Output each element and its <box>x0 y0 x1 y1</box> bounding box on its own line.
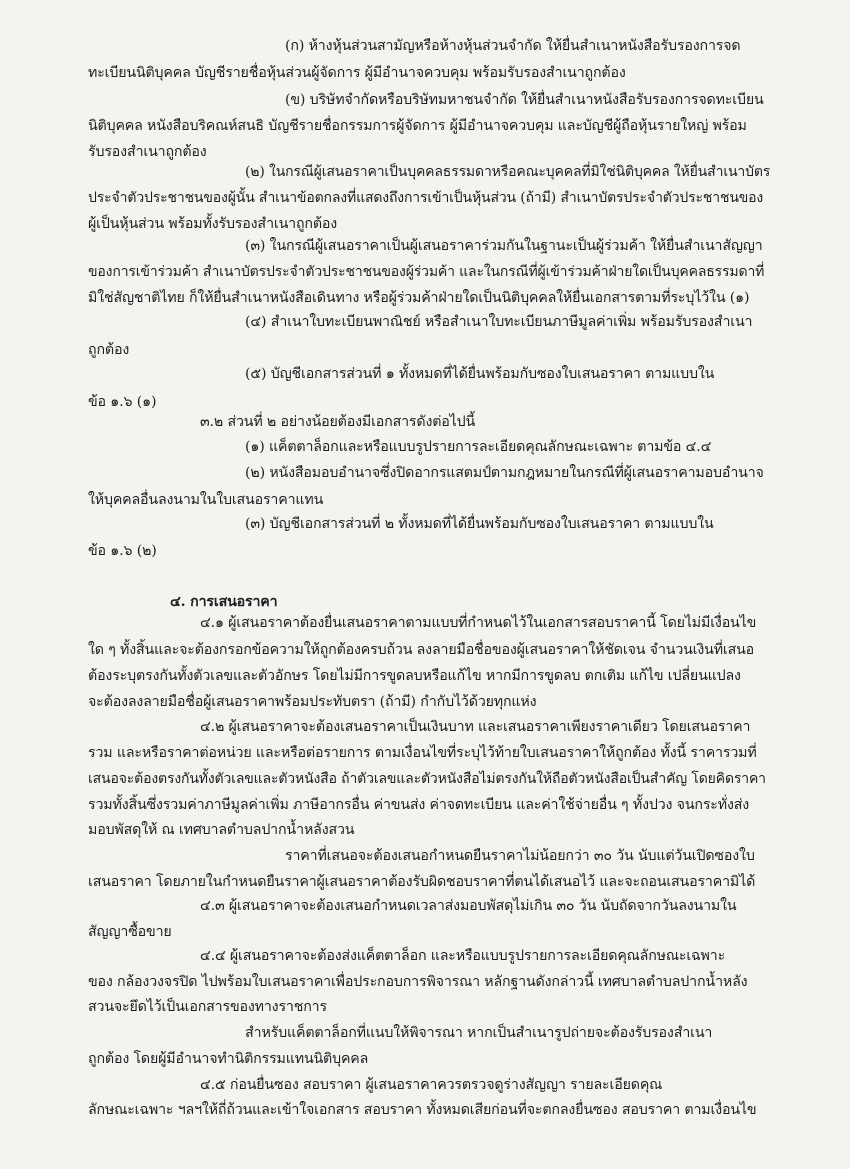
item-2-line-3: ผู้เป็นหุ้นส่วน พร้อมทั้งรับรองสำเนาถูกต้อง <box>88 216 338 232</box>
part-2-item-1: (๑) แค็ตตาล็อกและหรือแบบรูปรายการละเอียดคุณลักษณะเฉพาะ ตามข้อ ๔.๔ <box>245 439 712 455</box>
para-4-5-line-1: ๔.๕ ก่อนยื่นซอง สอบราคา ผู้เสนอราคาควรตรวจดูร่างสัญญา รายละเอียดคุณ <box>200 1077 663 1093</box>
part-2-item-3-line-1: (๓) บัญชีเอกสารส่วนที่ ๒ ทั้งหมดที่ได้ยื่นพร้อมกับซองใบเสนอราคา ตามแบบใน <box>245 516 714 532</box>
para-4-2-line-5: มอบพัสดุให้ ณ เทศบาลตำบลปากน้ำหลังสวน <box>88 822 355 838</box>
part-2-heading: ๓.๒ ส่วนที่ ๒ อย่างน้อยต้องมีเอกสารดังต่อไปนี้ <box>200 414 476 430</box>
para-4-2-line-7: เสนอราคา โดยภายในกำหนดยืนราคาผู้เสนอราคาต้องรับผิดชอบราคาที่ตนได้เสนอไว้ และจะถอนเสนอราคามิได้ <box>88 874 756 890</box>
item-5-line-1: (๕) บัญชีเอกสารส่วนที่ ๑ ทั้งหมดที่ได้ยื่นพร้อมกับซองใบเสนอราคา ตามแบบใน <box>245 366 715 382</box>
para-4-1-line-3: ต้องระบุตรงกันทั้งตัวเลขและตัวอักษร โดยไม่มีการขูดลบหรือแก้ไข หากมีการขูดลบ ตกเติม แก้ไข เปลี่ยนแปลง <box>88 668 741 684</box>
para-4-5-line-2: ลักษณะเฉพาะ ฯลฯให้ถี่ถ้วนและเข้าใจเอกสาร สอบราคา ทั้งหมดเสียก่อนที่จะตกลงยื่นซอง สอบราคา ตามเงื่อนไข <box>88 1102 757 1118</box>
para-4-1-line-2: ใด ๆ ทั้งสิ้นและจะต้องกรอกข้อความให้ถูกต้องครบถ้วน ลงลายมือชื่อของผู้เสนอราคาให้ชัดเจน จำนวนเงินที่เสนอ <box>88 642 755 658</box>
para-4-1-line-4: จะต้องลงลายมือชื่อผู้เสนอราคาพร้อมประทับตรา (ถ้ามี) กำกับไว้ด้วยทุกแห่ง <box>88 694 537 710</box>
item-1-k-line-2: ทะเบียนนิติบุคคล บัญชีรายชื่อหุ้นส่วนผู้จัดการ ผู้มีอำนาจควบคุม พร้อมรับรองสำเนาถูกต้อง <box>88 65 626 81</box>
section-4-heading: ๔. การเสนอราคา <box>170 594 278 610</box>
item-1-kh-line-1: (ข) บริษัทจำกัดหรือบริษัทมหาชนจำกัด ให้ยื่นสำเนาหนังสือรับรองการจดทะเบียน <box>285 92 764 108</box>
para-4-4-line-4: สำหรับแค็ตตาล็อกที่แนบให้พิจารณา หากเป็นสำเนารูปถ่ายจะต้องรับรองสำเนา <box>245 1025 713 1041</box>
part-2-item-3-line-2: ข้อ ๑.๖ (๒) <box>88 543 157 559</box>
item-4-line-2: ถูกต้อง <box>88 342 130 358</box>
item-2-line-1: (๒) ในกรณีผู้เสนอราคาเป็นบุคคลธรรมดาหรือคณะบุคคลที่มิใช่นิติบุคคล ให้ยื่นสำเนาบัตร <box>245 164 771 180</box>
item-4-line-1: (๔) สำเนาใบทะเบียนพาณิชย์ หรือสำเนาใบทะเบียนภาษีมูลค่าเพิ่ม พร้อมรับรองสำเนา <box>245 314 753 330</box>
para-4-4-line-1: ๔.๔ ผู้เสนอราคาจะต้องส่งแค็ตตาล็อก และหรือแบบรูปรายการละเอียดคุณลักษณะเฉพาะ <box>200 948 726 964</box>
item-1-k-line-1: (ก) ห้างหุ้นส่วนสามัญหรือห้างหุ้นส่วนจำกัด ให้ยื่นสำเนาหนังสือรับรองการจด <box>285 38 741 54</box>
item-1-kh-line-2: นิติบุคคล หนังสือบริคณห์สนธิ บัญชีรายชื่อกรรมการผู้จัดการ ผู้มีอำนาจควบคุม และบัญชีผู้ถือหุ้นรายใหญ่ พร้อม <box>88 118 747 134</box>
para-4-3-line-2: สัญญาซื้อขาย <box>88 924 172 940</box>
part-2-item-2-line-1: (๒) หนังสือมอบอำนาจซึ่งปิดอากรแสตมป์ตามกฎหมายในกรณีที่ผู้เสนอราคามอบอำนาจ <box>245 465 764 481</box>
item-2-line-2: ประจำตัวประชาชนของผู้นั้น สำเนาข้อตกลงที่แสดงถึงการเข้าเป็นหุ้นส่วน (ถ้ามี) สำเนาบัตรประจำตัวประชาชนของ <box>88 190 764 206</box>
para-4-4-line-5: ถูกต้อง โดยผู้มีอำนาจทำนิติกรรมแทนนิติบุคคล <box>88 1051 369 1067</box>
part-2-item-2-line-2: ให้บุคคลอื่นลงนามในใบเสนอราคาแทน <box>88 492 324 508</box>
para-4-2-line-2: รวม และหรือราคาต่อหน่วย และหรือต่อรายการ ตามเงื่อนไขที่ระบุไว้ท้ายใบเสนอราคาให้ถูกต้อง ทั้งนี้ ราคารวมที่ <box>88 745 757 761</box>
item-5-line-2: ข้อ ๑.๖ (๑) <box>88 394 157 410</box>
para-4-2-line-4: รวมทั้งสิ้นซึ่งรวมค่าภาษีมูลค่าเพิ่ม ภาษีอากรอื่น ค่าขนส่ง ค่าจดทะเบียน และค่าใช้จ่ายอื่น ๆ ทั้งปวง จนกระทั่งส่ง <box>88 797 750 813</box>
item-1-kh-line-3: รับรองสำเนาถูกต้อง <box>88 144 207 160</box>
item-3-line-3: มิใช่สัญชาติไทย ก็ให้ยื่นสำเนาหนังสือเดินทาง หรือผู้ร่วมค้าฝ่ายใดเป็นนิติบุคคลให้ยื่นเอกสารตามที่ระบุไว้ใน (๑) <box>88 290 750 306</box>
para-4-2-line-1: ๔.๒ ผู้เสนอราคาจะต้องเสนอราคาเป็นเงินบาท และเสนอราคาเพียงราคาเดียว โดยเสนอราคา <box>200 719 751 735</box>
item-3-line-1: (๓) ในกรณีผู้เสนอราคาเป็นผู้เสนอราคาร่วมกันในฐานะเป็นผู้ร่วมค้า ให้ยื่นสำเนาสัญญา <box>245 238 763 254</box>
para-4-3-line-1: ๔.๓ ผู้เสนอราคาจะต้องเสนอกำหนดเวลาส่งมอบพัสดุไม่เกิน ๓๐ วัน นับถัดจากวันลงนามใน <box>200 898 737 914</box>
para-4-4-line-3: สวนจะยึดไว้เป็นเอกสารของทางราชการ <box>88 999 327 1015</box>
para-4-2-line-3: เสนอจะต้องตรงกันทั้งตัวเลขและตัวหนังสือ ถ้าตัวเลขและตัวหนังสือไม่ตรงกันให้ถือตัวหนังสือเป็นสำคัญ โดยคิดราคา <box>88 771 766 787</box>
item-3-line-2: ของการเข้าร่วมค้า สำเนาบัตรประจำตัวประชาชนของผู้ร่วมค้า และในกรณีที่ผู้เข้าร่วมค้าฝ่ายใดเป็นบุคคลธรรมดาที่ <box>88 264 765 280</box>
para-4-2-line-6: ราคาที่เสนอจะต้องเสนอกำหนดยืนราคาไม่น้อยกว่า ๓๐ วัน นับแต่วันเปิดซองใบ <box>285 848 755 864</box>
para-4-1-line-1: ๔.๑ ผู้เสนอราคาต้องยื่นเสนอราคาตามแบบที่กำหนดไว้ในเอกสารสอบราคานี้ โดยไม่มีเงื่อนไข <box>200 615 757 631</box>
para-4-4-line-2: ของ กล้องวงจรปิด ไปพร้อมใบเสนอราคาเพื่อประกอบการพิจารณา หลักฐานดังกล่าวนี้ เทศบาลตำบลปากน้ำหลัง <box>88 974 748 990</box>
